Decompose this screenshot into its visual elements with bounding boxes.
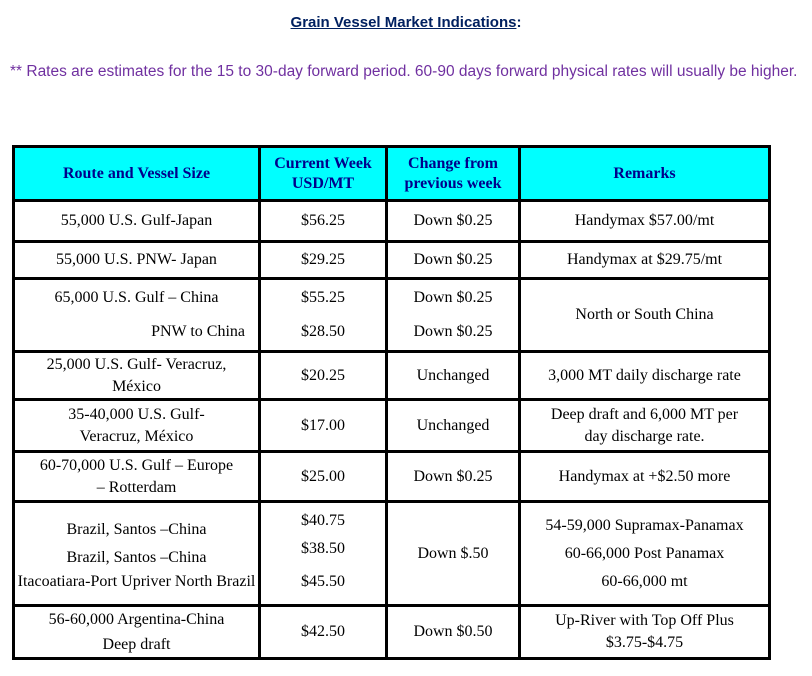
table-row [14,242,770,279]
table-row [14,352,770,400]
route-cell [14,279,260,352]
remarks-line: 54-59,000 Supramax-Panamax [545,516,744,534]
route-line: 56-60,000 Argentina-China [48,611,225,628]
route-line: Brazil, Santos –China [66,521,207,538]
rates-note: ** Rates are estimates for the 15 to 30-day forward period. 60-90 days forward physical rates will usually be higher. [10,63,798,80]
remarks-cell: Handymax at $29.75/mt [520,242,770,279]
remarks-line: Deep draft and 6,000 MT per [550,405,739,423]
header-current-week: Current Week USD/MT [260,147,387,201]
remarks-cell: Handymax at +$2.50 more [520,452,770,502]
rate-line: $38.50 [301,539,345,557]
rate-cell: $25.00 [260,452,387,502]
table-row [14,452,770,502]
page-title-colon: : [516,14,522,31]
header-remarks: Remarks [520,147,770,201]
remarks-line: Up-River with Top Off Plus [555,612,734,629]
change-cell: Down $0.25 [387,201,520,242]
remarks-cell [520,606,770,659]
route-line: Itacoatiara-Port Upriver North Brazil [17,573,256,590]
table-row [14,502,770,606]
header-row [14,147,770,201]
page-title [0,14,812,31]
route-line: 25,000 U.S. Gulf- Veracruz, [46,355,227,373]
header-change: Change from previous week [387,147,520,201]
header-route: Route and Vessel Size [14,147,260,201]
remarks-cell: North or South China [520,279,770,352]
change-cell: Unchanged [387,400,520,452]
rate-cell: $56.25 [260,201,387,242]
change-cell: Down $.50 [387,502,520,606]
route-cell [14,502,260,606]
change-cell [387,279,520,352]
route-line: 35-40,000 U.S. Gulf- [68,405,205,423]
change-cell: Down $0.50 [387,606,520,659]
change-line: Down $0.25 [413,323,493,340]
rate-cell: $29.25 [260,242,387,279]
route-line: Deep draft [102,636,171,653]
route-cell [14,606,260,659]
route-cell [14,352,260,400]
change-cell: Down $0.25 [387,242,520,279]
rate-line: $40.75 [301,511,345,529]
route-line: 60-70,000 U.S. Gulf – Europe [39,456,234,474]
change-cell: Unchanged [387,352,520,400]
rate-cell [260,502,387,606]
route-line: Veracruz, México [79,427,194,445]
route-line: 65,000 U.S. Gulf – China [54,289,219,306]
remarks-line: 60-66,000 Post Panamax [564,544,725,562]
table-row [14,201,770,242]
rate-cell [260,279,387,352]
route-line: Brazil, Santos –China [66,549,207,566]
remarks-line: 60-66,000 mt [601,572,688,590]
change-cell: Down $0.25 [387,452,520,502]
route-cell [14,452,260,502]
change-line: Down $0.25 [413,289,493,306]
page-title-text: Grain Vessel Market Indications [290,14,517,31]
route-cell [14,400,260,452]
table-row [14,279,770,352]
route-cell: 55,000 U.S. Gulf-Japan [14,201,260,242]
table-row [14,400,770,452]
remarks-cell: 3,000 MT daily discharge rate [520,352,770,400]
remarks-cell [520,400,770,452]
rate-cell: $42.50 [260,606,387,659]
remarks-line: $3.75-$4.75 [605,634,684,651]
route-cell: 55,000 U.S. PNW- Japan [14,242,260,279]
route-line: – Rotterdam [96,478,177,496]
table-row [14,606,770,659]
rate-line: $55.25 [301,289,345,306]
rate-cell: $17.00 [260,400,387,452]
rate-cell: $20.25 [260,352,387,400]
rate-line: $45.50 [301,572,345,590]
route-line: PNW to China [151,323,245,340]
route-line: México [112,377,161,395]
rate-line: $28.50 [301,323,345,340]
remarks-cell [520,502,770,606]
grain-vessel-market-table [12,145,771,660]
remarks-line: day discharge rate. [584,427,705,445]
remarks-cell: Handymax $57.00/mt [520,201,770,242]
